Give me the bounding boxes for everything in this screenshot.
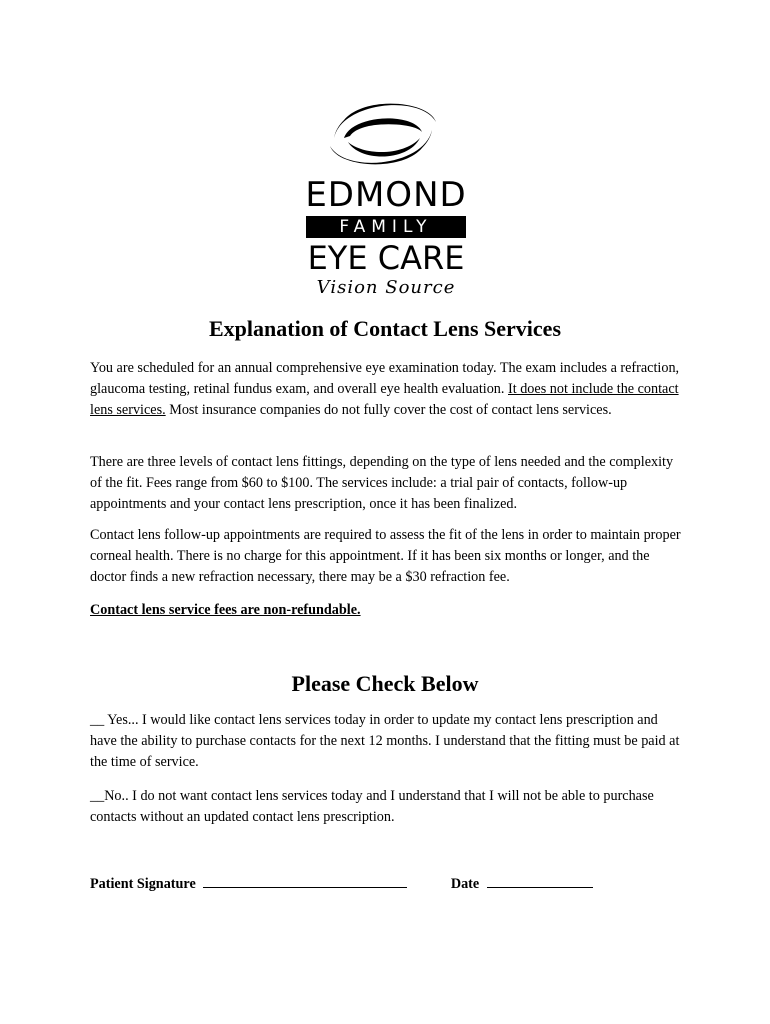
- company-logo: [302, 92, 472, 304]
- intro-paragraph: [90, 358, 682, 421]
- non-refundable-notice: Contact lens service fees are non-refundable.: [90, 602, 361, 618]
- fittings-paragraph: There are three levels of contact lens fittings, depending on the type of lens needed and the complexity of the fit. Fees range from $60 to $100. The services include: a trial pair of contacts, follow-up appointments and your contact lens prescription, once it has been finalized.: [90, 454, 674, 512]
- signature-label: Patient Signature: [90, 876, 196, 892]
- section-title: Please Check Below: [291, 671, 479, 696]
- date-line[interactable]: [487, 873, 593, 888]
- intro-text-a: You are scheduled for an annual comprehensive eye examination today. The exam includes a refraction, glaucoma testing, retinal fundus exam, and overall eye health evaluation.: [90, 360, 680, 397]
- intro-text-b: Most insurance companies do not fully cover the cost of contact lens services.: [165, 402, 612, 418]
- intro-underlined-text: It does not include the contact lens services.: [90, 381, 679, 418]
- option-no[interactable]: __No.. I do not want contact lens services today and I understand that I will not be able to purchase contacts without an updated contact lens prescription.: [90, 788, 654, 825]
- logo-vision-source: Vision Source: [316, 277, 456, 298]
- page-title: Explanation of Contact Lens Services: [209, 316, 561, 341]
- eye-logo-icon: [324, 92, 442, 176]
- date-label: Date: [450, 876, 480, 892]
- signature-row: [90, 873, 690, 895]
- follow-up-paragraph: Contact lens follow-up appointments are required to assess the fit of the lens in order to maintain proper corneal health. There is no charge for this appointment. If it has been six months or longer, and the doctor finds a new refraction necessary, there may be a $30 refraction fee.: [90, 527, 681, 585]
- logo-eye-care: EYE CARE: [307, 239, 465, 277]
- logo-family: FAMILY: [306, 216, 466, 238]
- signature-line[interactable]: [203, 873, 407, 888]
- logo-edmond: EDMOND: [305, 175, 467, 215]
- option-yes[interactable]: __ Yes... I would like contact lens services today in order to update my contact lens prescription and have the ability to purchase contacts for the next 12 months. I understand that the fitting must be paid at the time of service.: [90, 712, 680, 770]
